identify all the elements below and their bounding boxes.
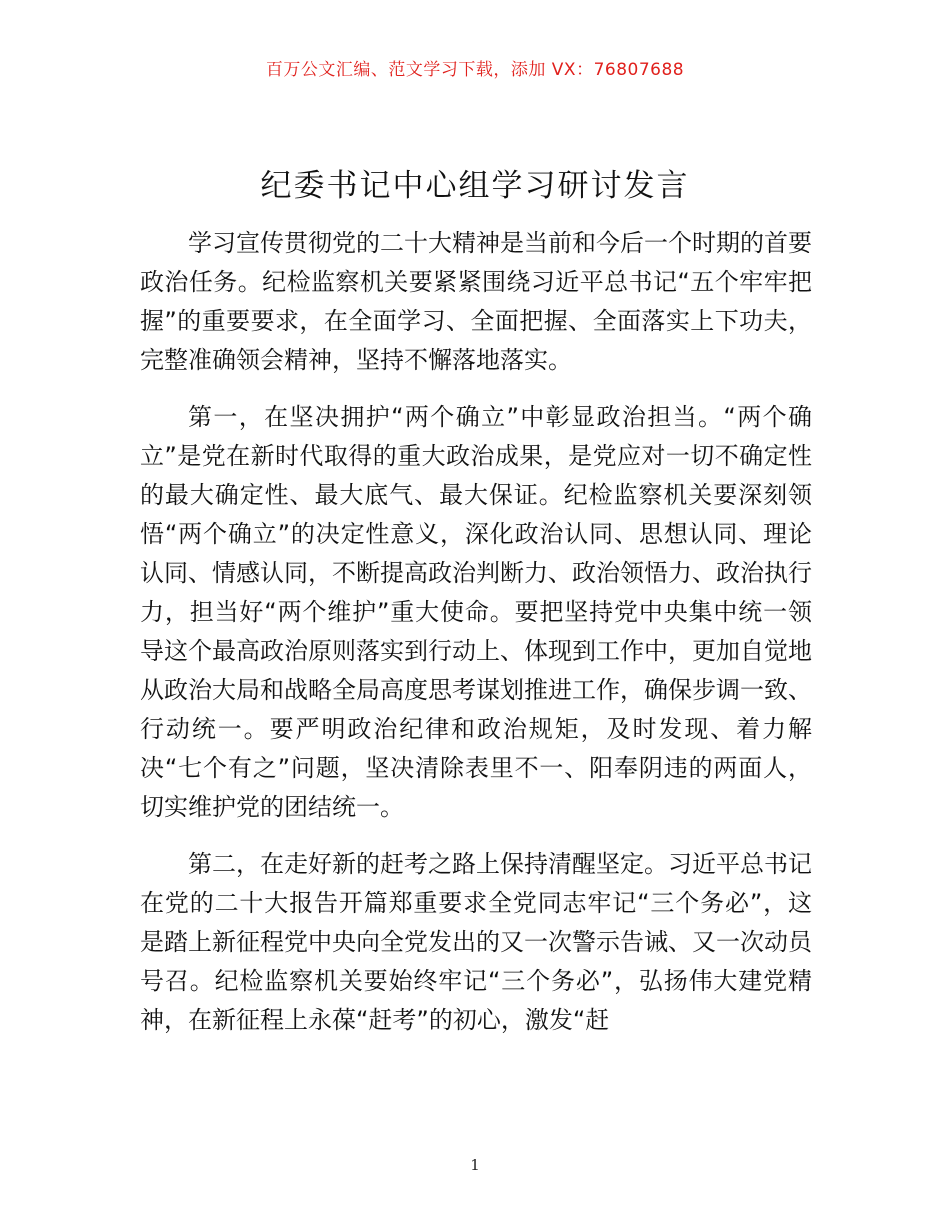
page-number: 1 (470, 1156, 480, 1174)
paragraph-first-point: 第一，在坚决拥护“两个确立”中彰显政治担当。“两个确立”是党在新时代取得的重大政治成果，是党应对一切不确定性的最大确定性、最大底气、最大保证。纪检监察机关要深刻领悟“两个确立”的决定性意义，深化政治认同、思想认同、理论认同、情感认同，不断提高政治判断力、政治领悟力、政治执行力，担当好“两个维护”重大使命。要把坚持党中央集中统一领导这个最高政治原则落实到行动上、体现到工作中，更加自觉地从政治大局和战略全局高度思考谋划推进工作，确保步调一致、行动统一。要严明政治纪律和政治规矩，及时发现、着力解决“七个有之”问题，坚决清除表里不一、阳奉阴违的两面人，切实维护党的团结统一。 (140, 403, 812, 821)
watermark-banner: 百万公文汇编、范文学习下载，添加 VX：76807688 (265, 60, 685, 80)
document-body (140, 224, 812, 1040)
paragraph-second-point: 第二，在走好新的赶考之路上保持清醒坚定。习近平总书记在党的二十大报告开篇郑重要求全党同志牢记“三个务必”，这是踏上新征程党中央向全党发出的又一次警示告诫、又一次动员号召。纪检监察机关要始终牢记“三个务必”，弘扬伟大建党精神，在新征程上永葆“赶考”的初心，激发“赶 (140, 850, 812, 1034)
document-title: 纪委书记中心组学习研讨发言 (260, 168, 690, 204)
paragraph-intro: 学习宣传贯彻党的二十大精神是当前和今后一个时期的首要政治任务。纪检监察机关要紧紧围绕习近平总书记“五个牢牢把握”的重要要求，在全面学习、全面把握、全面落实上下功夫，完整准确领会精神，坚持不懈落地落实。 (140, 229, 812, 374)
